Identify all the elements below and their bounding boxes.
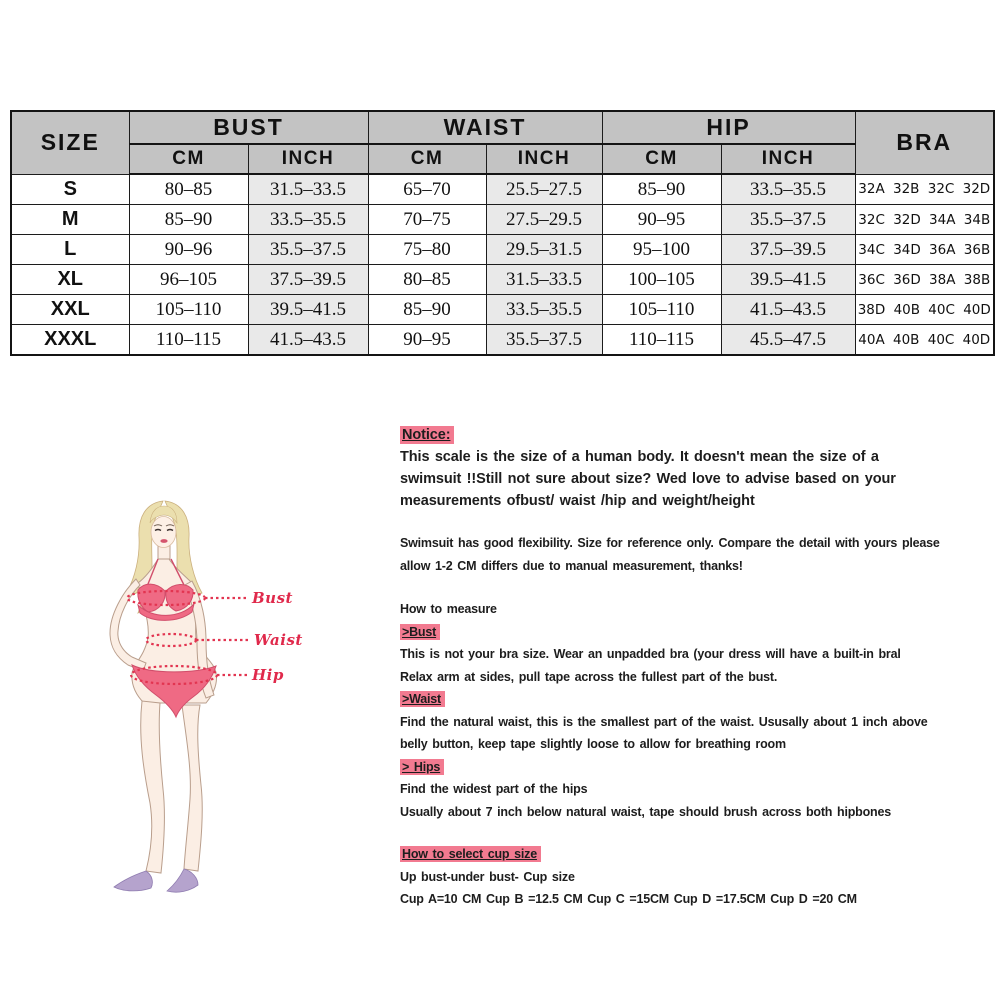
note-line: Find the widest part of the hips	[400, 782, 588, 796]
header-waist-inch: INCH	[486, 144, 602, 174]
note-heading	[400, 424, 1000, 446]
cell-size: XXXL	[11, 325, 129, 356]
section-gap	[400, 823, 1000, 843]
cell-hip_cm: 85–90	[602, 174, 721, 205]
header-bust-inch: INCH	[248, 144, 368, 174]
section-gap	[400, 578, 1000, 598]
note-line: Relax arm at sides, pull tape across the fullest part of the bust.	[400, 669, 778, 684]
cell-bra: 32C 32D 34A 34B	[855, 205, 994, 235]
table-row	[11, 235, 994, 265]
cell-hip_inch: 41.5–43.5	[721, 295, 855, 325]
cell-bra: 36C 36D 38A 38B	[855, 265, 994, 295]
highlighted-heading-text: > Hips	[400, 759, 444, 775]
cell-bra: 34C 34D 36A 36B	[855, 235, 994, 265]
figure-leg-left	[141, 701, 165, 873]
cell-bust_inch: 35.5–37.5	[248, 235, 368, 265]
cell-hip_cm: 105–110	[602, 295, 721, 325]
cell-hip_cm: 110–115	[602, 325, 721, 356]
size-table-body	[11, 174, 994, 355]
cell-bust_inch: 31.5–33.5	[248, 174, 368, 205]
header-waist: WAIST	[368, 111, 602, 144]
cell-bust_cm: 105–110	[129, 295, 248, 325]
cell-bust_inch: 41.5–43.5	[248, 325, 368, 356]
header-hip: HIP	[602, 111, 855, 144]
cell-waist_cm: 90–95	[368, 325, 486, 356]
header-waist-cm: CM	[368, 144, 486, 174]
cell-hip_inch: 33.5–35.5	[721, 174, 855, 205]
table-row	[11, 205, 994, 235]
cell-size: S	[11, 174, 129, 205]
cell-bra: 38D 40B 40C 40D	[855, 295, 994, 325]
highlighted-heading-text: How to select cup size	[400, 846, 541, 862]
cell-bust_cm: 110–115	[129, 325, 248, 356]
table-row	[11, 174, 994, 205]
hip-label: Hip	[252, 666, 284, 684]
cell-waist_inch: 25.5–27.5	[486, 174, 602, 205]
heading-text: How to measure	[400, 602, 497, 616]
bust-label: Bust	[252, 589, 293, 607]
note-line: This is not your bra size. Wear an unpadded bra (your dress will have a built-in bral	[400, 647, 901, 661]
measurement-figure	[88, 495, 398, 935]
cell-waist_inch: 33.5–35.5	[486, 295, 602, 325]
note-line: Cup A=10 CM Cup B =12.5 CM Cup C =15CM Cup D =17.5CM Cup D =20 CM	[400, 892, 857, 906]
table-row	[11, 325, 994, 356]
cell-waist_cm: 75–80	[368, 235, 486, 265]
cell-bust_cm: 96–105	[129, 265, 248, 295]
cell-size: XL	[11, 265, 129, 295]
cell-bust_inch: 37.5–39.5	[248, 265, 368, 295]
table-row	[11, 295, 994, 325]
waist-label: Waist	[254, 631, 303, 649]
cell-bra: 40A 40B 40C 40D	[855, 325, 994, 356]
cell-waist_cm: 70–75	[368, 205, 486, 235]
highlighted-heading-text: Notice:	[400, 426, 454, 444]
note-line: allow 1-2 CM differs due to manual measurement, thanks!	[400, 559, 743, 573]
cell-hip_cm: 100–105	[602, 265, 721, 295]
note-line: swimsuit !!Still not sure about size? Wed love to advise based on your	[400, 471, 896, 487]
cell-size: M	[11, 205, 129, 235]
figure-leg-right	[182, 705, 202, 871]
header-size: SIZE	[11, 111, 129, 174]
note-heading	[400, 621, 1000, 644]
note-line: measurements ofbust/ waist /hip and weight/height	[400, 493, 755, 509]
note-heading	[400, 688, 1000, 711]
note-line: Swimsuit has good flexibility. Size for reference only. Compare the detail with yours please	[400, 536, 940, 550]
cell-waist_inch: 31.5–33.5	[486, 265, 602, 295]
figure-face	[150, 506, 177, 548]
cell-hip_cm: 90–95	[602, 205, 721, 235]
highlighted-heading-text: >Waist	[400, 691, 445, 707]
cell-waist_cm: 85–90	[368, 295, 486, 325]
cell-size: XXL	[11, 295, 129, 325]
cell-waist_inch: 27.5–29.5	[486, 205, 602, 235]
cell-bust_cm: 80–85	[129, 174, 248, 205]
cell-waist_cm: 65–70	[368, 174, 486, 205]
cell-bust_inch: 33.5–35.5	[248, 205, 368, 235]
note-line: belly button, keep tape slightly loose to allow for breathing room	[400, 737, 786, 751]
cell-waist_inch: 29.5–31.5	[486, 235, 602, 265]
cell-hip_inch: 45.5–47.5	[721, 325, 855, 356]
cell-hip_inch: 35.5–37.5	[721, 205, 855, 235]
section-gap	[400, 512, 1000, 532]
note-line: This scale is the size of a human body. It doesn't mean the size of a	[400, 449, 879, 465]
note-line: Usually about 7 inch below natural waist, tape should brush across both hipbones	[400, 804, 891, 819]
cell-bust_cm: 90–96	[129, 235, 248, 265]
highlighted-heading-text: >Bust	[400, 624, 440, 640]
cell-waist_cm: 80–85	[368, 265, 486, 295]
cell-hip_cm: 95–100	[602, 235, 721, 265]
note-heading	[400, 843, 1000, 866]
cell-waist_inch: 35.5–37.5	[486, 325, 602, 356]
cell-bust_inch: 39.5–41.5	[248, 295, 368, 325]
cell-hip_inch: 39.5–41.5	[721, 265, 855, 295]
cell-size: L	[11, 235, 129, 265]
note-line: Find the natural waist, this is the smallest part of the waist. Ususally about 1 inch above	[400, 714, 928, 729]
header-bust-cm: CM	[129, 144, 248, 174]
cell-bra: 32A 32B 32C 32D	[855, 174, 994, 205]
note-heading	[400, 598, 1000, 621]
header-bra: BRA	[855, 111, 994, 174]
table-row	[11, 265, 994, 295]
cell-hip_inch: 37.5–39.5	[721, 235, 855, 265]
header-bust: BUST	[129, 111, 368, 144]
header-hip-cm: CM	[602, 144, 721, 174]
notes-column	[400, 424, 1000, 911]
note-line: Up bust-under bust- Cup size	[400, 869, 575, 884]
body-sketch-illustration	[88, 495, 398, 935]
cell-bust_cm: 85–90	[129, 205, 248, 235]
header-hip-inch: INCH	[721, 144, 855, 174]
size-chart-table	[10, 110, 995, 356]
note-heading	[400, 756, 1000, 779]
